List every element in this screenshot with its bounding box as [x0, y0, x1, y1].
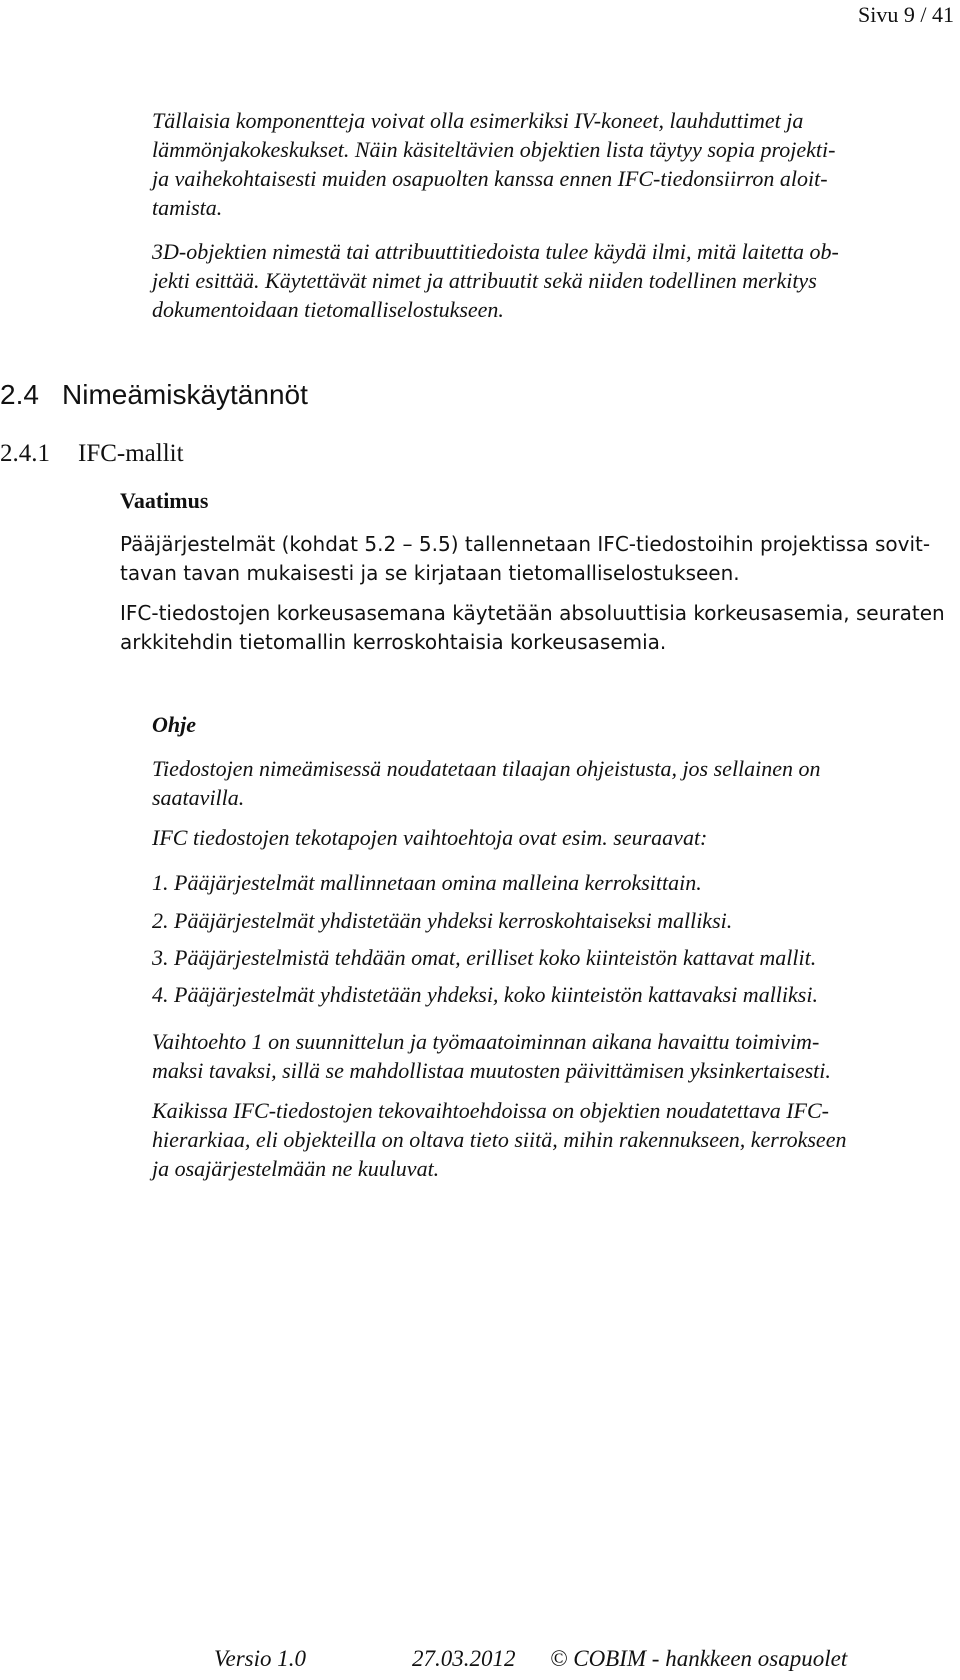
guidance-paragraph-2: IFC tiedostojen tekotapojen vaihtoehtoja ovat esim. seuraavat:	[152, 825, 708, 850]
subsection-title: IFC-mallit	[78, 440, 184, 467]
guidance-list-item-3: 3. Pääjärjestelmistä tehdään omat, erilliset koko kiinteistön kattavat mallit.	[152, 945, 817, 970]
guidance-heading: Ohje	[152, 712, 196, 737]
section-number: 2.4	[0, 379, 39, 410]
intro-paragraph-1: Tällaisia komponentteja voivat olla esimerkiksi IV-koneet, lauhduttimet ja lämmönjakokeskukset. Näin käsiteltävien objektien lista täytyy sopia projekti- ja vaihekohtaisesti muiden osapuolten kanssa ennen IFC-tiedonsiirron aloit- tamista.	[152, 108, 836, 220]
page-footer	[0, 1646, 960, 1676]
intro-paragraph-2: 3D-objektien nimestä tai attribuuttitiedoista tulee käydä ilmi, mitä laitetta ob- jekti esittää. Käytettävät nimet ja attribuutit sekä niiden todellinen merkitys dokumentoidaan tietomalliselostukseen.	[152, 239, 839, 322]
requirement-paragraph-1: Pääjärjestelmät (kohdat 5.2 – 5.5) tallennetaan IFC-tiedostoihin projektissa sovit- tavan tavan mukaisesti ja se kirjataan tietomalliselostukseen.	[120, 532, 931, 585]
guidance-list-item-1: 1. Pääjärjestelmät mallinnetaan omina malleina kerroksittain.	[152, 870, 702, 895]
section-heading	[0, 379, 308, 411]
subsection-number: 2.4.1	[0, 440, 50, 467]
subsection-heading	[0, 440, 184, 468]
section-title: Nimeämiskäytännöt	[62, 379, 308, 410]
footer-date: 27.03.2012	[412, 1646, 516, 1671]
guidance-paragraph-1: Tiedostojen nimeämisessä noudatetaan tilaajan ohjeistusta, jos sellainen on saatavilla.	[152, 756, 821, 810]
guidance-list-item-4: 4. Pääjärjestelmät yhdistetään yhdeksi, koko kiinteistön kattavaksi malliksi.	[152, 982, 818, 1007]
guidance-paragraph-3: Vaihtoehto 1 on suunnittelun ja työmaatoiminnan aikana havaittu toimivim- maksi tavaksi, sillä se mahdollistaa muutosten päivittämisen yksinkertaisesti.	[152, 1029, 831, 1083]
footer-version: Versio 1.0	[214, 1646, 306, 1671]
requirement-paragraph-2: IFC-tiedostojen korkeusasemana käytetään absoluuttisia korkeusasemia, seuraten arkkitehdin tietomallin kerroskohtaisia korkeusasemia.	[120, 601, 945, 654]
guidance-list-item-2: 2. Pääjärjestelmät yhdistetään yhdeksi kerroskohtaiseksi malliksi.	[152, 908, 733, 933]
page-number: Sivu 9 / 41	[858, 2, 954, 27]
footer-copyright: © COBIM - hankkeen osapuolet	[550, 1646, 848, 1671]
requirement-heading: Vaatimus	[120, 488, 209, 513]
guidance-paragraph-4: Kaikissa IFC-tiedostojen tekovaihtoehdoissa on objektien noudatettava IFC- hierarkiaa, eli objekteilla on oltava tieto siitä, mihin rakennukseen, kerrokseen ja osajärjestelmään ne kuuluvat.	[152, 1098, 847, 1181]
